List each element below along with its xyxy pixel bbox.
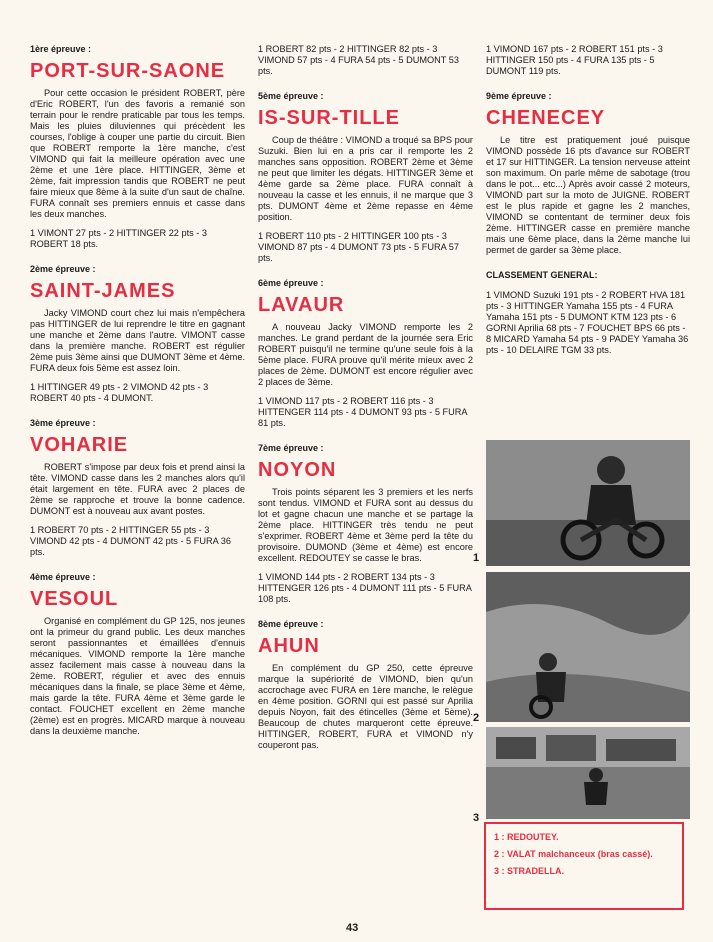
section-body: Jacky VIMOND court chez lui mais n'empêchera pas HITTINGER de lui reprendre le titre en gagnant une manche et 2ème dans l'autre. VIMONT casse dans la première manche. ROBERT est régulier 2ème puis 3ème ainsi que DUMONT 3ème et 4ème. FURA deux fois 5ème est assez loin.: [30, 308, 245, 373]
photo-caption-box: [484, 822, 684, 910]
section-results: 1 VIMONT 27 pts - 2 HITTINGER 22 pts - 3 ROBERT 18 pts.: [30, 228, 207, 249]
section-body: En complément du GP 250, cette épreuve marque la supériorité de VIMOND, bien qu'un accrochage avec FURA en 1ère manche, le relègue en 4ème position. GORNI qui est passé sur Aprilia depuis Noyon, fait des étincelles (3ème et 5ème). Beaucoup de chutes marqueront cette épreuve. HITTINGER, ROBERT, FURA et VIMOND n'y couperont pas.: [258, 663, 473, 750]
page-number: 43: [346, 922, 359, 934]
section-label: 5ème épreuve :: [258, 91, 324, 101]
section-port-sur-saone: [30, 44, 245, 250]
section-title: AHUN: [258, 635, 320, 657]
section-title: SAINT-JAMES: [30, 280, 176, 302]
section-results: 1 HITTINGER 49 pts - 2 VIMOND 42 pts - 3 ROBERT 40 pts - 4 DUMONT.: [30, 382, 209, 403]
section-title: PORT-SUR-SAONE: [30, 60, 226, 82]
section-label: 8ème épreuve :: [258, 619, 324, 629]
section-chenecey: [486, 91, 690, 256]
section-title: LAVAUR: [258, 294, 345, 316]
column-1: [30, 44, 245, 751]
section-results: 1 ROBERT 110 pts - 2 HITTINGER 100 pts - 3 VIMOND 87 pts - 4 DUMONT 73 pts - 5 FURA 57 pts.: [258, 231, 459, 263]
photo-number: 1: [473, 552, 480, 564]
section-label: 1ère épreuve :: [30, 44, 92, 54]
section-label: 7ème épreuve :: [258, 443, 324, 453]
section-body: ROBERT s'impose par deux fois et prend ainsi la tête. VIMOND casse dans les 2 manches alors qu'il était largement en tête. FURA avec 2 places de 2ème se rapproche et trouve la bonne cadence. DUMONT est à nouveau aux avant postes.: [30, 462, 245, 516]
section-saint-james: [30, 264, 245, 404]
caption-line-3: 3 : STRADELLA.: [494, 866, 565, 876]
section-label: 2ème épreuve :: [30, 264, 96, 274]
column-2: [258, 44, 473, 765]
section-lavaur: [258, 278, 473, 429]
classement-text: 1 VIMOND Suzuki 191 pts - 2 ROBERT HVA 181 pts - 3 HITTINGER Yamaha 155 pts - 4 FURA Yamaha 151 pts - 5 DUMONT KTM 123 pts - 6 GORNI Aprilia 68 pts - 7 FOUCHET BPS 66 pts - 8 MICARD Yamaha 54 pts - 9 PADEY Yamaha 36 pts - 10 DELAIRE TGM 33 pts.: [486, 290, 689, 355]
classement-title: CLASSEMENT GENERAL:: [486, 270, 598, 280]
section-label: 6ème épreuve :: [258, 278, 324, 288]
section-title: CHENECEY: [486, 107, 606, 129]
section-vesoul: [30, 572, 245, 737]
section-voharie: [30, 418, 245, 558]
section-body: Organisé en complément du GP 125, nos jeunes ont la primeur du grand public. Les deux manches seront passionnantes et émaillées d'ennuis mécaniques. VIMOND remporte la 1ère manche assez facilement mais casse à nouveau dans la 2ème. ROBERT, régulier et avec des ennuis mécaniques dans la finale, se place 3ème et 4ème, mais garde la tête. FURA 4ème et 3ème garde le contact. FOUCHET excellent en 2ème manche (2ème) est en progrès. MICARD marque à nouveau dans la deuxième manche.: [30, 616, 245, 736]
section-body: Pour cette occasion le président ROBERT, père d'Eric ROBERT, l'un des favoris a remanié son terrain pour le rendre praticable par tous les temps. Mais les pluies diluviennes qui précèdent les courses, l'oblige à couper une partie du circuit. Bien que ROBERT remporte la 1ère manche, c'est VIMOND qui fait la meilleure opération avec une 2ème et une 1ère place. HITTINGER, 3ème et 2ème, fait impression tandis que ROBERT ne peut faire mieux que 8ème à la suite d'un saut de chaîne. FURA connaît ses premiers ennuis et casse dans les deux manches.: [30, 88, 245, 219]
section-title: NOYON: [258, 459, 337, 481]
section-is-sur-tille: [258, 91, 473, 264]
section-title: IS-SUR-TILLE: [258, 107, 400, 129]
section-results: 1 VIMOND 117 pts - 2 ROBERT 116 pts - 3 HITTENGER 114 pts - 4 DUMONT 93 pts - 5 FURA 81 pts.: [258, 396, 467, 428]
section-results: 1 VIMOND 167 pts - 2 ROBERT 151 pts - 3 HITTINGER 150 pts - 4 FURA 135 pts - 5 DUMONT 119 pts.: [486, 44, 663, 76]
caption-line-1: 1 : REDOUTEY.: [494, 832, 559, 842]
section-body: Coup de théâtre : VIMOND a troqué sa BPS pour Suzuki. Bien lui en a pris car il remporte les 2 manches sans opposition. ROBERT 2ème et 3ème ne peut que limiter les dégats. HITTINGER 3ème et 4ème garde sa 2ème place. FURA connaît à nouveau la casse et les ennuis, il ne marque que 3 pts. DUMONT 4ème et 2ème repasse en 4ème position.: [258, 135, 473, 222]
section-body: Le titre est pratiquement joué puisque VIMOND possède 16 pts d'avance sur ROBERT et 17 sur HITTINGER. La tension nerveuse atteint son maximum. On parle même de sabotage (trou dans le pot... etc...) Après avoir cassé 2 moteurs, VIMOND part sur la moto de JUIGNE. ROBERT est le plus rapide et gagne les 2 manches, VIMOND se contentant de terminer deux fois 2ème. HITTINGER casse en première manche mais une 6ème place, dans la 2ème manche lui permet de garder sa 3ème place.: [486, 135, 690, 255]
section-body: Trois points séparent les 3 premiers et les nerfs sont tendus. VIMOND et FURA sont au dessus du lot et gagne chacun une manche et se partage la 2ème place. HITTINGER très tendu ne peut s'exprimer. ROBERT 4ème et 3ème perd la tête du provisoire. DUMOND (3ème et 4ème) est encore excellent. REDOUTEY se casse le bras.: [258, 487, 473, 563]
section-label: 3ème épreuve :: [30, 418, 96, 428]
photo-1: [486, 440, 690, 566]
section-label: 9ème épreuve :: [486, 91, 552, 101]
section-results: 1 ROBERT 82 pts - 2 HITTINGER 82 pts - 3 VIMOND 57 pts - 4 FURA 54 pts - 5 DUMONT 53 pts.: [258, 44, 459, 76]
section-noyon: [258, 443, 473, 605]
photo-3: [486, 727, 690, 819]
section-body: A nouveau Jacky VIMOND remporte les 2 manches. Le grand perdant de la journée sera Eric ROBERT puisqu'il ne termine qu'une seule fois à la 5ème place. FURA prouve qu'il mérite mieux avec 2 places de 2ème. DUMONT est encore régulier avec 2 places de 3ème.: [258, 322, 473, 387]
section-title: VESOUL: [30, 588, 119, 610]
caption-line-2: 2 : VALAT malchanceux (bras cassé).: [494, 849, 653, 859]
column-3: [486, 44, 690, 370]
photo-2: [486, 572, 690, 722]
photo-number: 3: [473, 812, 480, 824]
section-ahun: [258, 619, 473, 751]
section-results: 1 ROBERT 70 pts - 2 HITTINGER 55 pts - 3 VIMOND 42 pts - 4 DUMONT 42 pts - 5 FURA 36 pts.: [30, 525, 231, 557]
section-title: VOHARIE: [30, 434, 129, 456]
section-results: 1 VIMOND 144 pts - 2 ROBERT 134 pts - 3 HITTENGER 126 pts - 4 DUMONT 111 pts - 5 FURA 108 pts.: [258, 572, 472, 604]
photo-number: 2: [473, 712, 480, 724]
section-label: 4ème épreuve :: [30, 572, 96, 582]
